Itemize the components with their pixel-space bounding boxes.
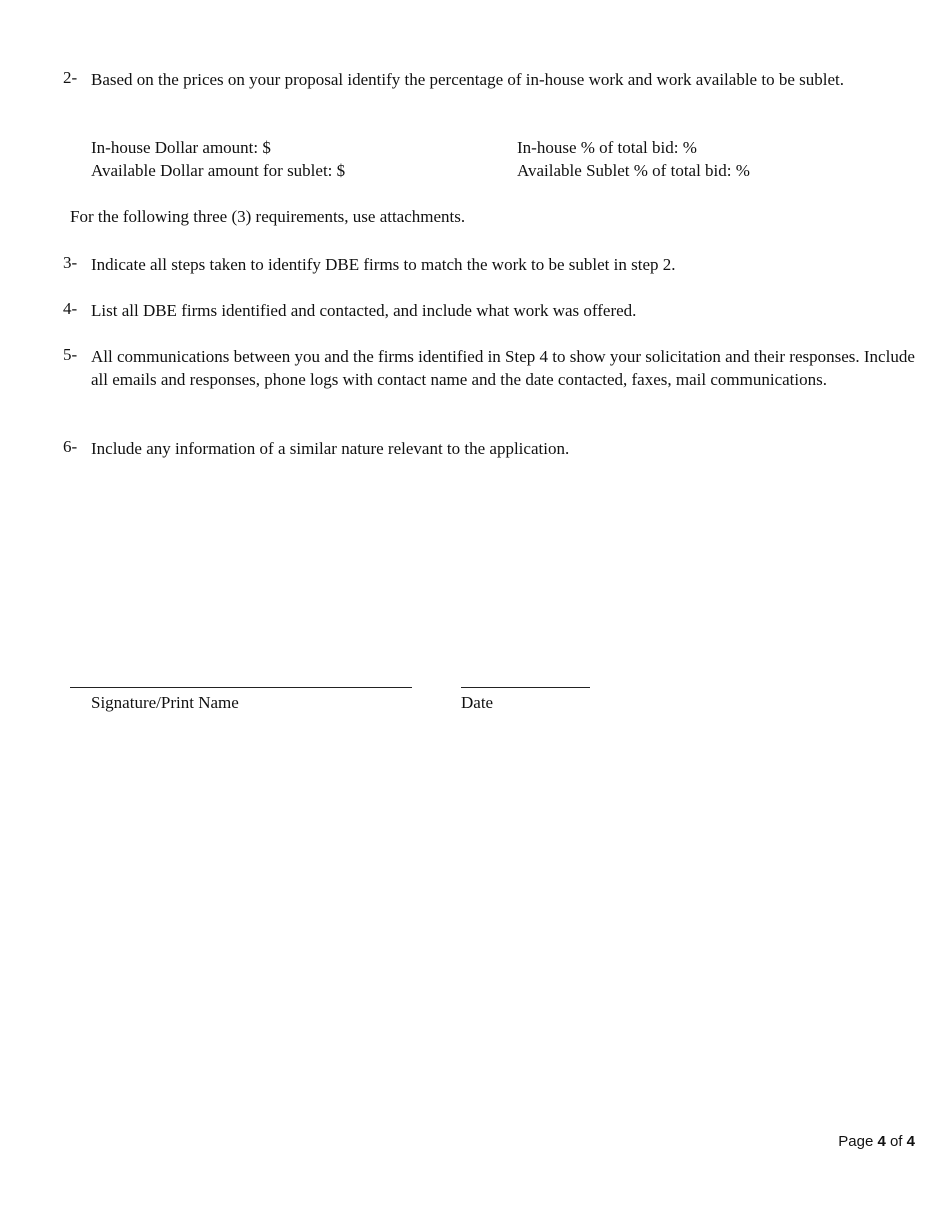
- date-line[interactable]: [461, 687, 590, 688]
- item-3-number: 3-: [63, 253, 78, 272]
- signature-label: Signature/Print Name: [91, 693, 239, 712]
- item-2-text: Based on the prices on your proposal identify the percentage of in-house work and work available to be sublet.: [91, 70, 844, 89]
- page-separator: of: [885, 1133, 907, 1150]
- page-prefix: Page: [838, 1133, 878, 1150]
- item-5-text: All communications between you and the firms identified in Step 4 to show your solicitation and their responses. Include all emails and responses, phone logs with contact name and the date contacted, faxes, mail communications.: [91, 347, 915, 389]
- inhouse-dollar-field: In-house Dollar amount: $: [91, 138, 271, 157]
- page-total: 4: [906, 1133, 915, 1150]
- item-5-number: 5-: [63, 345, 78, 364]
- sublet-percent-field: Available Sublet % of total bid: %: [517, 161, 750, 180]
- sublet-dollar-field: Available Dollar amount for sublet: $: [91, 161, 346, 180]
- item-4-text: List all DBE firms identified and contacted, and include what work was offered.: [91, 301, 637, 320]
- inhouse-percent-field: In-house % of total bid: %: [517, 138, 697, 157]
- page-current: 4: [877, 1133, 886, 1150]
- item-6-text: Include any information of a similar nature relevant to the application.: [91, 439, 570, 458]
- item-4-number: 4-: [63, 299, 78, 318]
- date-label: Date: [461, 693, 494, 712]
- signature-line[interactable]: [70, 687, 412, 688]
- item-3-text: Indicate all steps taken to identify DBE firms to match the work to be sublet in step 2.: [91, 255, 676, 274]
- page-number: [838, 1133, 915, 1150]
- attachments-note: For the following three (3) requirements, use attachments.: [70, 207, 466, 226]
- item-2-number: 2-: [63, 68, 78, 87]
- item-6-number: 6-: [63, 437, 78, 456]
